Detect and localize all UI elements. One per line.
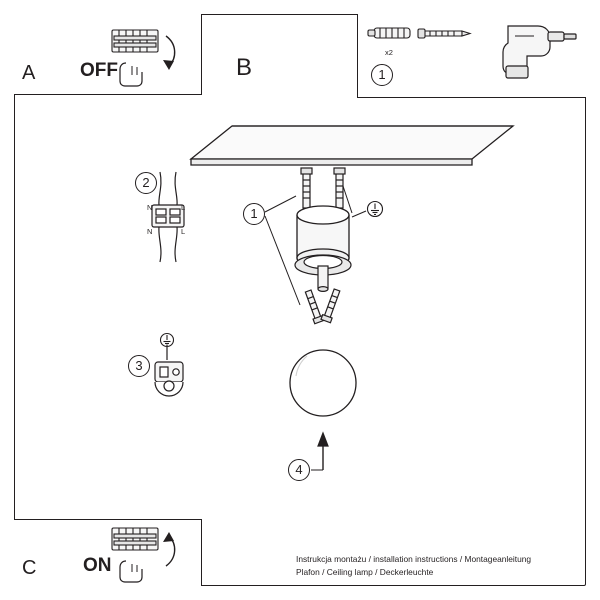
wall-plug-quantity-label: x2 bbox=[385, 48, 393, 57]
hand-switch-on-icon bbox=[120, 561, 142, 582]
panel-a-state-label: OFF bbox=[80, 60, 118, 81]
earth-ground-icon bbox=[368, 202, 383, 217]
circuit-breaker-icon bbox=[112, 30, 158, 52]
arrow-up-icon bbox=[318, 433, 328, 470]
glass-globe-shade bbox=[290, 350, 356, 416]
terminal-label-n-bottom: N bbox=[147, 227, 153, 236]
panel-c-state-label: ON bbox=[83, 555, 112, 576]
curved-arrow-icon bbox=[163, 36, 175, 70]
panel-b-letter: B bbox=[236, 54, 253, 81]
panel-a-letter: A bbox=[22, 62, 36, 84]
footer-caption bbox=[296, 553, 546, 579]
step-badge-1-main: 1 bbox=[243, 203, 265, 225]
wire-connector-icon bbox=[155, 347, 183, 396]
panel-step1-drilling bbox=[357, 14, 586, 98]
step-badge-1: 1 bbox=[371, 64, 393, 86]
screw-icon bbox=[418, 29, 470, 38]
socket-ring-icon bbox=[295, 255, 351, 291]
step-badge-3: 3 bbox=[128, 355, 150, 377]
ceiling-plane-icon bbox=[191, 126, 513, 165]
circuit-breaker-icon bbox=[112, 528, 158, 550]
step-badge-4: 4 bbox=[288, 459, 310, 481]
panel-c-letter: C bbox=[22, 557, 37, 579]
footer-caption-line1: Instrukcja montażu / installation instructions / Montageanleitung bbox=[296, 554, 532, 564]
terminal-label-l-top: L bbox=[181, 203, 186, 212]
wall-plug-icon bbox=[368, 28, 410, 38]
panel-c-power-on bbox=[14, 519, 202, 586]
glass-fixing-screws-icon bbox=[303, 288, 341, 323]
earth-ground-icon-small bbox=[161, 334, 174, 347]
terminal-label-n-top: N bbox=[147, 203, 153, 212]
mounting-screws-icon bbox=[301, 168, 345, 208]
hand-switch-off-icon bbox=[120, 63, 142, 86]
terminal-block-icon bbox=[152, 172, 184, 262]
terminal-label-l-bottom: L bbox=[181, 227, 186, 236]
curved-arrow-icon bbox=[163, 532, 175, 566]
panel-a-power-off bbox=[14, 14, 202, 95]
footer-caption-line2: Plafon / Ceiling lamp / Deckerleuchte bbox=[296, 567, 434, 577]
power-drill-icon bbox=[503, 26, 576, 78]
step-badge-2: 2 bbox=[135, 172, 157, 194]
